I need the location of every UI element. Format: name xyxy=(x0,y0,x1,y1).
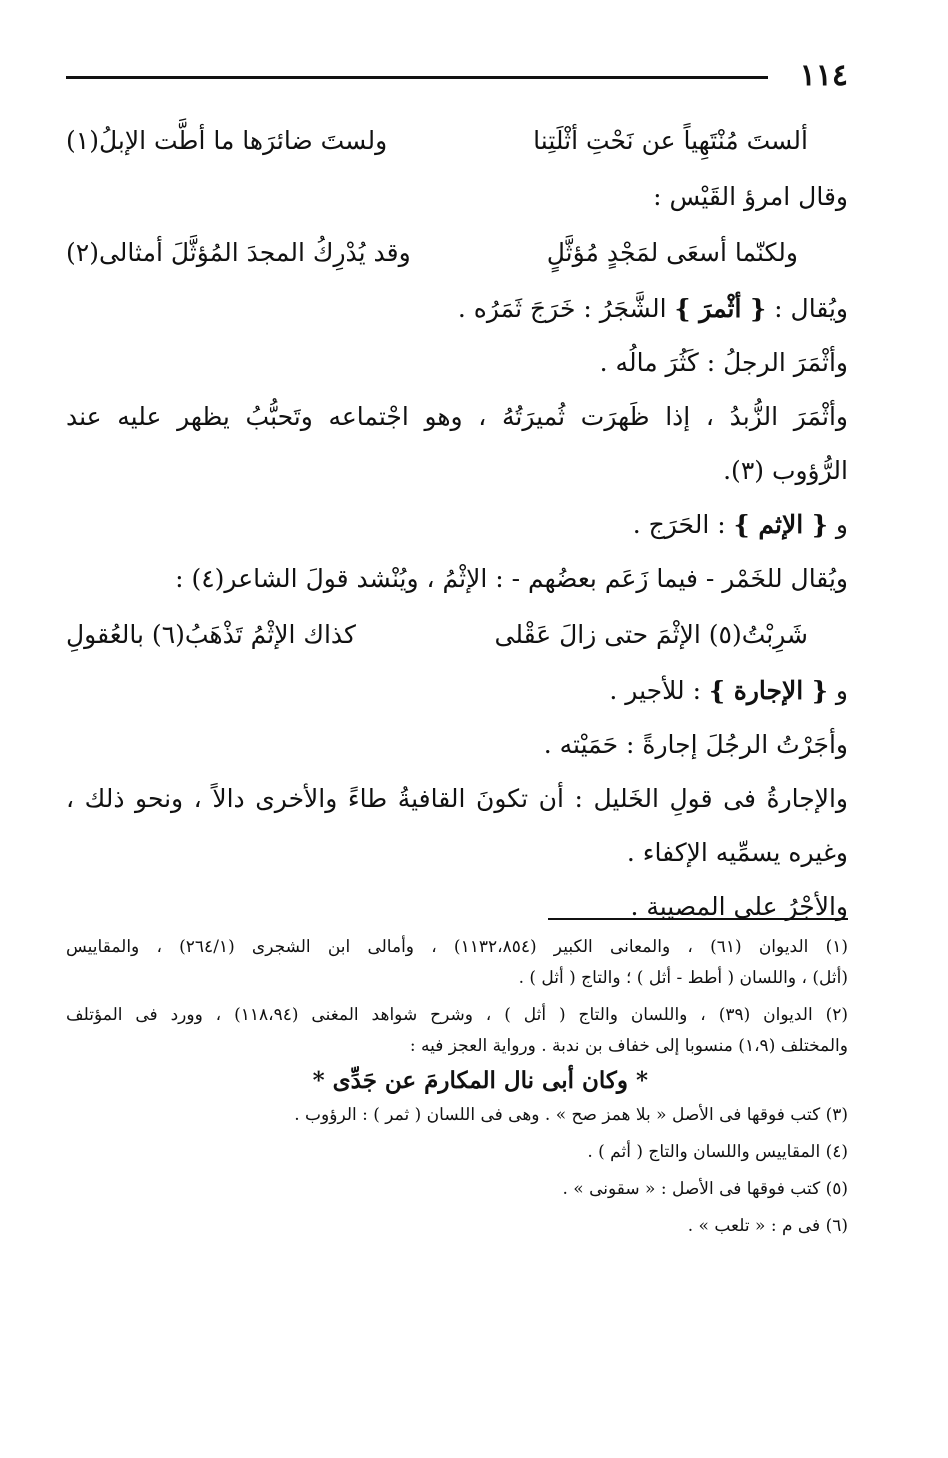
line-athmar-rest: الشَّجَرُ : خَرَجَ ثَمَرُه . xyxy=(457,294,667,323)
line-athmar-rajul: وأثْمَرَ الرجلُ : كَثُرَ مالُه . xyxy=(599,348,848,377)
main-text xyxy=(66,112,848,934)
footnote-5: (٥) كتب فوقها فى الأصل : « سقونى » . xyxy=(562,1179,848,1199)
verse-3-first-hemistich: شَرِبْتُ(٥) الإثْمَ حتى زالَ عَقْلى xyxy=(494,620,808,649)
line-ithm-prefix: و xyxy=(835,510,848,539)
line-khamr: ويُقال للخَمْر - فيما زَعَم بعضُهم - : الإثْمُ ، ويُنْشد قولَ الشاعر(٤) : xyxy=(175,564,848,593)
line-ajart: وأجَرْتُ الرجُلَ إجارةً : حَمَيْته . xyxy=(543,730,848,759)
line-ithm-rest: : الحَرَج . xyxy=(632,510,726,539)
verse-2 xyxy=(66,224,848,282)
verse-2-first-hemistich: ولكنّما أسعَى لمَجْدٍ مُؤثَّلٍ xyxy=(546,238,798,267)
line-ithm xyxy=(66,498,848,552)
line-ijara xyxy=(66,664,848,718)
footnote-separator xyxy=(548,918,848,920)
footnote-3: (٣) كتب فوقها فى الأصل « بلا همز صح » . وهى فى اللسان ( ثمر ) : الرؤوب . xyxy=(294,1105,848,1125)
header-rule xyxy=(66,76,768,79)
footnote-2-line-2: والمختلف (١،٩) منسوبا إلى خفاف بن ندبة . ورواية العجز فيه : xyxy=(409,1036,848,1056)
entry-keyword-ijara: { الإجارة } xyxy=(708,676,828,705)
line-athmar-prefix: ويُقال : xyxy=(774,294,848,323)
line-khalil-1: والإجارةُ فى قولِ الخَليل : أن تكونَ القافيةُ طاءً والأخرى دالاً ، ونحو ذلك ، xyxy=(66,784,848,813)
line-ajr: والأجْرُ على المصيبة . xyxy=(630,892,848,921)
entry-keyword-ithm: { الإثم } xyxy=(733,510,828,539)
verse-1-second-hemistich: ولستَ ضائرَها ما أطَّت الإبلُ(١) xyxy=(66,126,388,155)
line-ijara-prefix: و xyxy=(835,676,848,705)
line-imru-al-qays: وقال امرؤ القَيْس : xyxy=(653,182,848,211)
verse-1-first-hemistich: ألستَ مُنْتَهِياً عن نَحْتِ أثْلَتِنا xyxy=(533,126,808,155)
footnotes xyxy=(66,932,848,1242)
footnote-2-verse: * وكان أبى نال المكارمَ عن جَدِّى * xyxy=(312,1067,648,1094)
page-number: ١١٤ xyxy=(799,58,848,93)
verse-2-second-hemistich: وقد يُدْرِكُ المجدَ المُؤثَّلَ أمثالى(٢) xyxy=(66,238,411,267)
footnote-1-line-2: (أثل) ، واللسان ( أطط - أثل ) ؛ والتاج ( أثل ) . xyxy=(518,968,848,988)
footnote-4: (٤) المقاييس واللسان والتاج ( أثم ) . xyxy=(587,1142,848,1162)
page-header xyxy=(66,56,848,96)
line-khalil-2: وغيره يسمِّيه الإكفاء . xyxy=(626,838,848,867)
line-zubd-1: وأثْمَرَ الزُّبدُ ، إذا ظَهرَت ثُميرَتُهُ ، وهو اجْتماعه وتَحبُّبُ يظهر عليه عند xyxy=(66,402,848,431)
line-ijara-rest: : للأجير . xyxy=(609,676,701,705)
footnote-6: (٦) فى م : « تلعب » . xyxy=(687,1216,848,1236)
verse-1 xyxy=(66,112,848,170)
footnote-2-line-1: (٢) الديوان (٣٩) ، واللسان والتاج ( أثل ) ، وشرح شواهد المغنى (١١٨،٩٤) ، وورد فى المؤتلف xyxy=(66,1005,849,1025)
entry-keyword-athmar: { أثْمرَ } xyxy=(674,294,767,323)
line-zubd-2: الرُّؤوب (٣). xyxy=(723,456,848,485)
verse-3 xyxy=(66,606,848,664)
line-athmar xyxy=(66,282,848,336)
footnote-1-line-1: (١) الديوان (٦١) ، والمعانى الكبير (١١٣٢،٨٥٤) ، وأمالى ابن الشجرى (٢٦٤/١) ، والمقاييس xyxy=(66,937,848,957)
verse-3-second-hemistich: كذاك الإثْمُ تَذْهَبُ(٦) بالعُقولِ xyxy=(66,620,356,649)
